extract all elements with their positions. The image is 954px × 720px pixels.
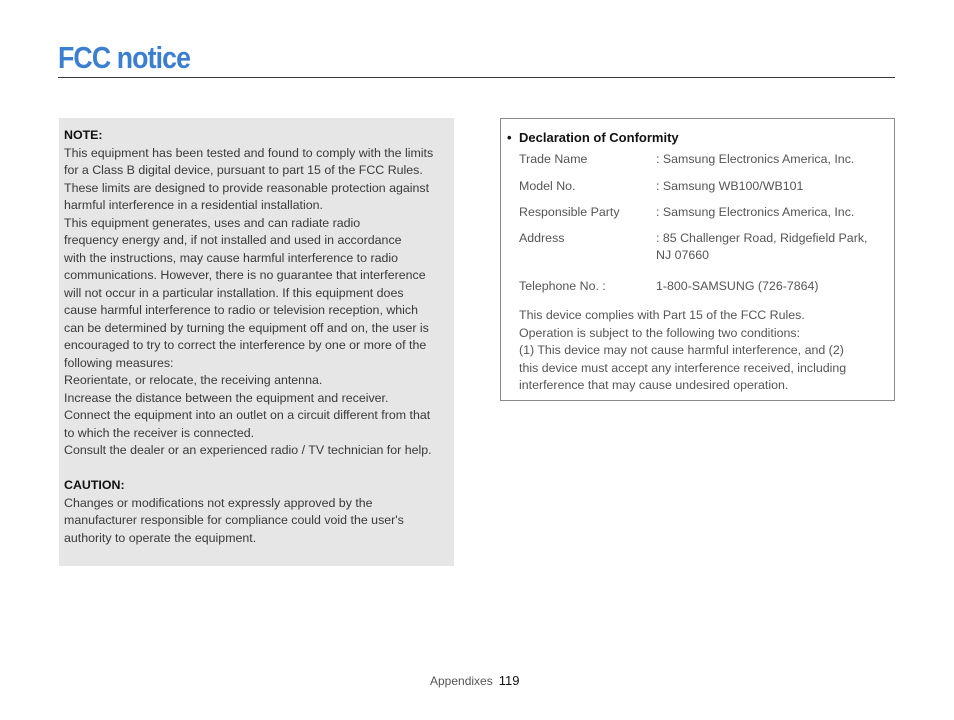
row-value: : Samsung WB100/WB101 xyxy=(656,179,804,193)
declaration-row-telephone xyxy=(507,277,894,304)
declaration-heading: Declaration of Conformity xyxy=(519,130,679,145)
page-footer xyxy=(430,673,519,688)
row-value: 1-800-SAMSUNG (726-7864) xyxy=(656,279,819,293)
row-value: : 85 Challenger Road, Ridgefield Park, NJ 07660 xyxy=(656,231,868,262)
row-value: : Samsung Electronics America, Inc. xyxy=(656,152,855,166)
row-key: Responsible Party xyxy=(519,205,620,219)
caution-body: Changes or modifications not expressly approved by the manufacturer responsible for compliance could void the user's authority to operate the equipment. xyxy=(64,495,404,545)
declaration-row-model xyxy=(507,177,894,204)
note-heading: NOTE: xyxy=(64,128,103,142)
bullet-icon: • xyxy=(507,130,512,145)
row-key: Telephone No. : xyxy=(519,279,606,293)
caution-heading: CAUTION: xyxy=(64,478,125,492)
page-number: 119 xyxy=(498,673,520,688)
declaration-row-trade-name xyxy=(507,150,894,177)
footer-section: Appendixes xyxy=(430,674,493,688)
title-divider xyxy=(58,77,895,78)
declaration-row-responsible-party xyxy=(507,203,894,230)
note-panel xyxy=(59,118,454,566)
row-key: Address xyxy=(519,231,565,245)
note-body: This equipment has been tested and found to comply with the limits for a Class B digital device, pursuant to part 15 of the FCC Rules. These limits are designed to provide reasonable protection against harmful interference in a residential installation. This equipment generates, uses and can radiate radio frequency energy and, if not installed and used in accordance with the instructions, may cause harmful interference to radio communications. However, there is no guarantee that interference will not occur in a particular installation. If this equipment does cause harmful interference to radio or television reception, which can be determined by turning the equipment off and on, the user is encouraged to try to correct the interference by one or more of the following measures: Reorientate, or relocate, the receiving antenna. Increase the distance between the equipment and receiver. Connect the equipment into an outlet on a circuit different from that to which the receiver is connected. Consult the dealer or an experienced radio / TV technician for help. xyxy=(64,145,434,457)
row-value: : Samsung Electronics America, Inc. xyxy=(656,205,855,219)
declaration-panel xyxy=(500,118,895,401)
declaration-heading-line xyxy=(507,129,894,147)
spacer xyxy=(64,460,444,478)
compliance-statement: This device complies with Part 15 of the FCC Rules. Operation is subject to the following two conditions: (1) This device may not cause harmful interference, and (2) this device must accept any interference received, including interference that may cause undesired operation. xyxy=(519,308,847,392)
page-title: FCC notice xyxy=(58,40,191,75)
row-key: Trade Name xyxy=(519,152,588,166)
declaration-row-address xyxy=(507,230,894,274)
row-key: Model No. xyxy=(519,179,576,193)
